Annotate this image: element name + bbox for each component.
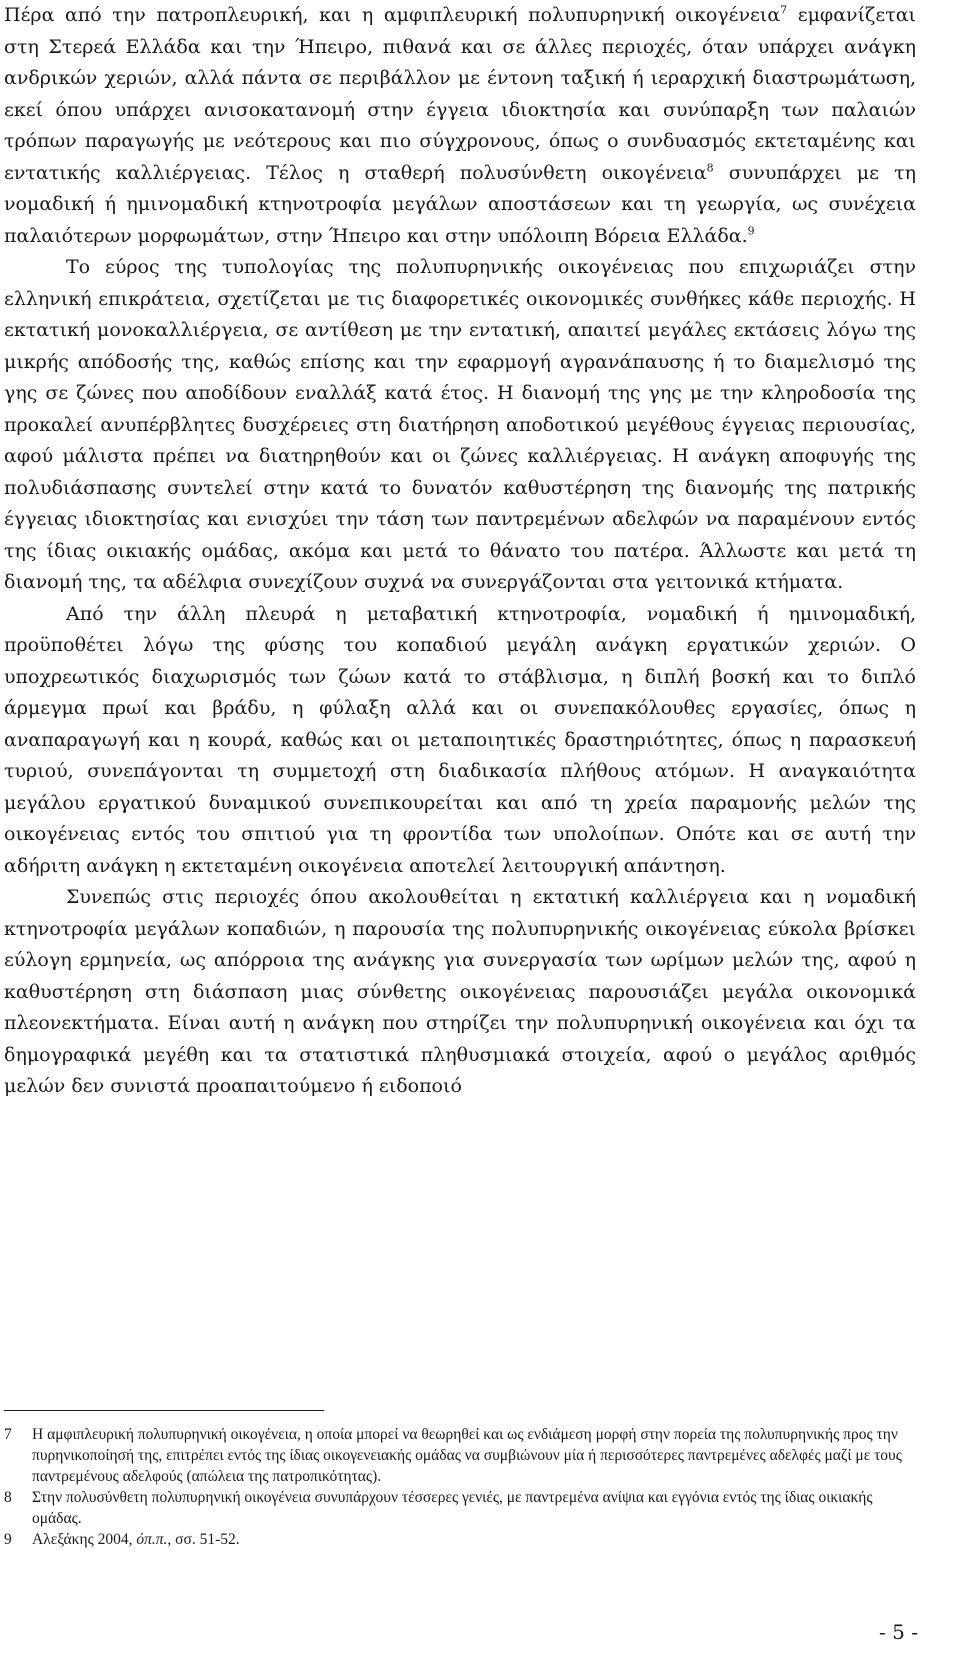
footnote-citation-italic: όπ.π.: [136, 1531, 168, 1548]
footnote-7: [4, 1424, 920, 1487]
paragraph-1-text-a: Πέρα από την πατροπλευρική, και η αμφιπλευρική πολυπυρηνική οικογένεια: [4, 4, 781, 26]
footnote-8: [4, 1487, 920, 1529]
footnote-number: 8: [4, 1489, 12, 1506]
main-text: [4, 0, 916, 1103]
paragraph-2: Το εύρος της τυπολογίας της πολυπυρηνικής οικογένειας που επιχωριάζει στην ελληνική επικράτεια, σχετίζεται με τις διαφορετικές οικονομικές συνθήκες κάθε περιοχής. Η εκτατική μονοκαλλιέργεια, σε αντίθεση με την εντατική, απαιτεί μεγάλες εκτάσεις λόγω της μικρής απόδοσής της, καθώς επίσης και την εφαρμογή αγρανάπαυσης ή το διαμελισμό της γης σε ζώνες που αποδίδουν εναλλάξ κατά έτος. Η διανομή της γης με την κληροδοσία της προκαλεί ανυπέρβλητες δυσχέρειες στη διατήρηση αποδοτικού μεγέθους έγγειας περιουσίας, αφού μάλιστα πρέπει να διατηρηθούν και οι ζώνες καλλιέργειας. Η ανάγκη αποφυγής της πολυδιάσπασης συντελεί στην κατά το δυνατόν καθυστέρηση της διανομής της πατρικής έγγειας ιδιοκτησίας και ενισχύει την τάση των παντρεμένων αδελφών να παραμένουν εντός της ίδιας οικιακής ομάδας, ακόμα και μετά το θάνατο του πατέρα. Άλλωστε και μετά τη διανομή της, τα αδέλφια συνεχίζουν συχνά να συνεργάζονται στα γειτονικά κτήματα.: [4, 256, 916, 593]
footnote-text-b: , σσ. 51-52.: [167, 1531, 240, 1548]
paragraph-3: Από την άλλη πλευρά η μεταβατική κτηνοτροφία, νομαδική ή ημινομαδική, προϋποθέτει λόγω της φύσης του κοπαδιού μεγάλη ανάγκη εργατικών χεριών. Ο υποχρεωτικός διαχωρισμός των ζώων κατά το στάβλισμα, η διπλή βοσκή και το διπλό άρμεγμα πρωί και βράδυ, η φύλαξη αλλά και οι συνεπακόλουθες εργασίες, όπως η αναπαραγωγή και η κουρά, καθώς και οι μεταποιητικές δραστηριότητες, όπως η παρασκευή τυριού, συνεπάγονται τη συμμετοχή στη διαδικασία πλήθους ατόμων. Η αναγκαιότητα μεγάλου εργατικού δυναμικού συνεπικουρείται και από τη χρεία παραμονής μελών της οικογένειας εντός του σπιτιού για τη φροντίδα των υπολοίπων. Οπότε και σε αυτή την αδήριτη ανάγκη η εκτεταμένη οικογένεια αποτελεί λειτουργική απάντηση.: [4, 602, 916, 877]
paragraph-1: [4, 0, 916, 252]
footnote-ref-8[interactable]: 8: [706, 161, 714, 175]
footnote-9: [4, 1529, 920, 1550]
footnote-text-a: Αλεξάκης 2004,: [32, 1531, 137, 1548]
footnote-number: 7: [4, 1426, 12, 1443]
paragraph-4: Συνεπώς στις περιοχές όπου ακολουθείται η εκτατική καλλιέργεια και η νομαδική κτηνοτροφία μεγάλων κοπαδιών, η παρουσία της πολυπυρηνικής οικογένειας εύκολα βρίσκει εύλογη ερμηνεία, ως απόρροια της ανάγκης για συνεργασία των ωρίμων μελών της, αφού η καθυστέρηση στη διάσπαση μιας σύνθετης οικογένειας παρουσιάζει μεγάλα οικονομικά πλεονεκτήματα. Είναι αυτή η ανάγκη που στηρίζει την πολυπυρηνική οικογένεια και όχι τα δημογραφικά μεγέθη και τα στατιστικά πληθυσμιακά στοιχεία, αφού ο μεγάλος αριθμός μελών δεν συνιστά προαπαιτούμενο ή ειδοποιό: [4, 886, 916, 1097]
footnote-ref-9[interactable]: 9: [747, 224, 755, 238]
footnote-text: Στην πολυσύνθετη πολυπυρηνική οικογένεια συνυπάρχουν τέσσερες γενιές, με παντρεμένα ανίψια και εγγόνια εντός της ίδιας οικιακής ομάδας.: [32, 1489, 873, 1527]
footnote-text: [32, 1529, 920, 1550]
footnote-text: Η αμφιπλευρική πολυπυρηνική οικογένεια, η οποία μπορεί να θεωρηθεί και ως ενδιάμεση μορφή στην πορεία της πολυπυρηνικής προς την πυρηνικοποίησή της, επιτρέπει εντός της ίδιας οικογενειακής ομάδας να συμβιώνουν μία ή περισσότερες παντρεμένες αδελφές μαζί με τους παντρεμένους αδελφούς (απώλεια της πατροπικότητας).: [32, 1426, 902, 1485]
footnote-number: 9: [4, 1531, 12, 1548]
footnote-ref-7[interactable]: 7: [780, 3, 788, 17]
paragraph-1-text-c: συνυπάρχει με τη νομαδική ή ημινομαδική κτηνοτροφία μεγάλων αποστάσεων και τη γεωργία, ως συνέχεια παλαιότερων μορφωμάτων, στην Ήπειρο και στην υπόλοιπη Βόρεια Ελλάδα.: [4, 161, 916, 247]
footnote-separator: [4, 1410, 324, 1411]
footnotes: [4, 1424, 920, 1550]
paragraph-1-text-b: εμφανίζεται στη Στερεά Ελλάδα και την Ήπειρο, πιθανά και σε άλλες περιοχές, όταν υπάρχει ανάγκη ανδρικών χεριών, αλλά πάντα σε περιβάλλον με έντονη ταξική ή ιεραρχική διαστρωμάτωση, εκεί όπου υπάρχει ανισοκατανομή στην έγγεια ιδιοκτησία και συνύπαρξη των παλαιών τρόπων παραγωγής με νεότερους και πιο σύγχρονους, όπως ο συνδυασμός εκτεταμένης και εντατικής καλλιέργειας. Τέλος η σταθερή πολυσύνθετη οικογένεια: [4, 4, 916, 184]
page-number: - 5 -: [879, 1620, 918, 1644]
